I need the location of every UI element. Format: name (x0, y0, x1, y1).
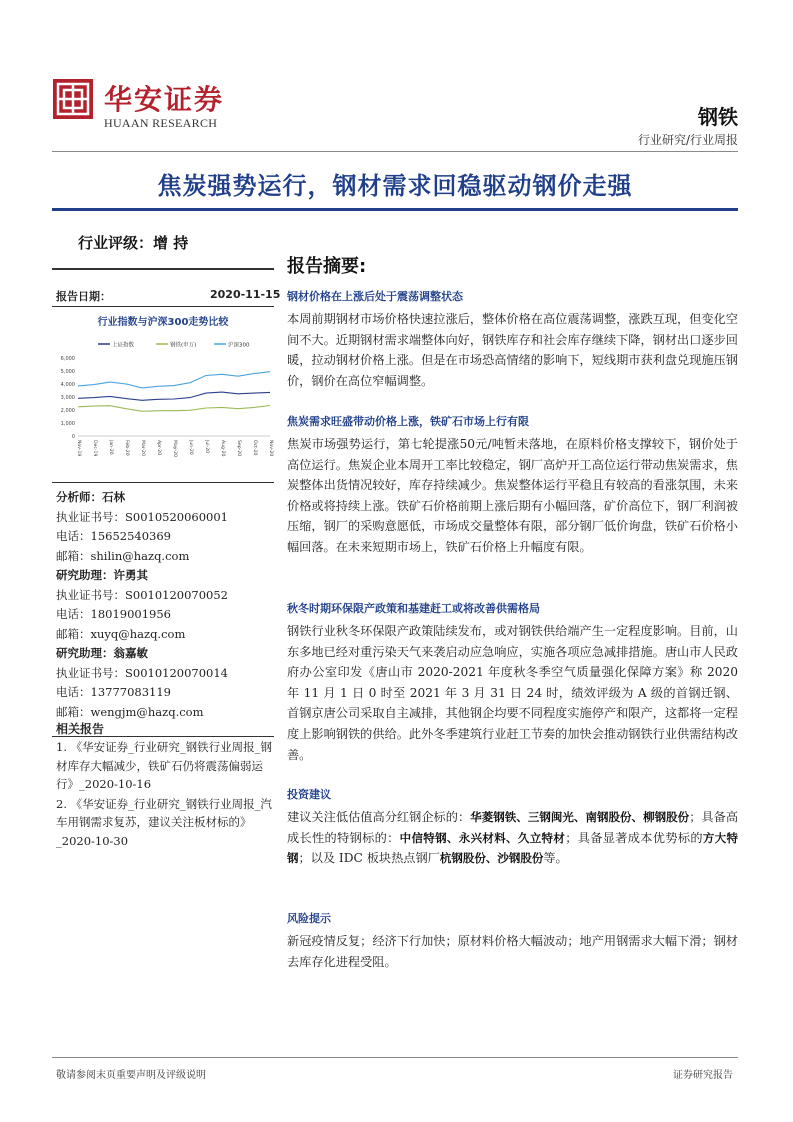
index-comparison-chart (56, 336, 274, 476)
x-tick-label: Dec-19 (92, 440, 97, 457)
y-tick-label: 6,000 (60, 356, 75, 362)
section-title: 秋冬时期环保限产政策和基建赶工或将改善供需格局 (287, 602, 540, 615)
advice-stock-names: 中信特钢、永兴材料、久立特材 (399, 830, 566, 845)
series-line (78, 372, 270, 388)
series-line (78, 392, 270, 400)
section-body: 焦炭市场强势运行，第七轮提涨50元/吨暂未落地，在原料价格支撑较下，钢价处于高位运行。焦炭企业本周开工率比较稳定，钢厂高炉开工高位运行带动焦炭需求，焦炭整体出货情况较好，库存持续减少。焦炭整体运行平稳且有较高的看涨氛围，未来价格或将持续上涨。铁矿石价格前期上涨后期有小幅回落，矿价高位下，钢厂利润被压缩，钢厂的采购意愿低，市场成交量整体有限，部分钢厂低价询盘，铁矿石价格小幅回落。在未来短期市场上，铁矿石价格上升幅度有限。 (287, 437, 738, 554)
analyst-phone: 电话：15652540369 (56, 529, 171, 543)
section-title: 投资建议 (287, 788, 331, 801)
x-tick-label: Jun-20 (188, 440, 193, 455)
advice-text: 等。 (543, 851, 568, 866)
report-date-label: 报告日期： (56, 290, 111, 303)
brand-name: 华安证券 (104, 83, 225, 116)
legend-label: 沪深300 (228, 342, 250, 349)
analyst-block (56, 644, 274, 722)
summary-section (287, 288, 738, 391)
advice-stock-names: 方大特钢 (287, 830, 739, 866)
legend-label: 上证指数 (112, 342, 135, 349)
x-tick-label: Mar-20 (140, 440, 145, 456)
analyst-role: 分析师：石林 (56, 490, 125, 504)
analyst-contacts (56, 488, 274, 722)
divider (52, 482, 274, 483)
advice-stock-names: 杭钢股份、沙钢股份 (439, 851, 544, 866)
investment-advice (287, 807, 738, 869)
y-tick-label: 0 (71, 434, 75, 440)
x-tick-label: Sep-20 (236, 440, 241, 457)
summary-section (287, 786, 738, 869)
y-tick-label: 1,000 (60, 421, 75, 427)
chart-title: 行业指数与沪深300走势比较 (97, 317, 229, 328)
x-tick-label: Feb-20 (124, 440, 129, 456)
section-title: 风险提示 (287, 912, 331, 925)
advice-stock-names: 华菱钢铁、三钢闽光、南钢股份、柳钢股份 (470, 810, 690, 824)
related-report-item[interactable]: 1. 《华安证券_行业研究_钢铁行业周报_钢材库存大幅减少，铁矿石仍将震荡偏弱运行》_2020-10-16 (56, 740, 272, 791)
page-title: 焦炭强势运行，钢材需求回稳驱动钢价走强 (157, 172, 633, 200)
divider (52, 268, 274, 270)
summary-section (287, 910, 738, 972)
legend-label: 钢铁(申万) (170, 342, 197, 349)
x-tick-label: Jan-20 (108, 440, 113, 455)
analyst-cert: 执业证书号：S0010520060001 (56, 509, 228, 524)
related-reports-list (56, 738, 274, 851)
x-tick-label: Aug-20 (220, 440, 225, 457)
related-report-item[interactable]: 2. 《华安证券_行业研究_钢铁行业周报_汽车用钢需求复苏，建议关注板材标的》_2020-10-30 (56, 796, 272, 848)
analyst-email[interactable]: 邮箱：shilin@hazq.com (56, 548, 190, 563)
x-tick-label: Jul-20 (204, 440, 209, 454)
section-body: 钢铁行业秋冬环保限产政策陆续发布，或对钢铁供给端产生一定程度影响。目前，山东多地已经对重污染天气来袭启动应急响应，实施各项应急减排措施。唐山市人民政府办公室印发《唐山市 2020-2021 年度秋冬季空气质量强化保障方案》称 2020 年 11 月 1 日 0 时至 2021 年 3 月 31 日 24 时，绩效评级为 A 级的首钢迁钢、首钢京唐公司采取自主减排，其他钢企均要不同程度实施停产和限产，这都将一定程度上影响钢铁的供给。此外冬季建筑行业赶工节奏的加快会推动钢铁行业供需结构改善。 (287, 624, 738, 762)
title-divider (52, 208, 738, 211)
summary-section (287, 413, 738, 558)
analyst-cert: 执业证书号：S0010120070052 (56, 587, 228, 602)
brand-english-name: HUAAN RESEARCH (104, 116, 218, 130)
section-title: 焦炭需求旺盛带动价格上涨，铁矿石市场上行有限 (287, 415, 529, 428)
divider (52, 306, 274, 307)
y-tick-label: 2,000 (60, 408, 75, 414)
advice-text: ；具备显著成本优势标的 (565, 830, 703, 845)
analyst-phone: 电话：18019001956 (56, 607, 171, 621)
advice-text: ；以及 IDC 板块热点钢厂 (298, 851, 440, 866)
analyst-email[interactable]: 邮箱：xuyq@hazq.com (56, 626, 186, 641)
related-reports-heading: 相关报告 (56, 722, 105, 736)
advice-text: 建议关注低估值高分红钢企标的： (287, 810, 471, 824)
footer-disclaimer-link[interactable]: 敬请参阅末页重要声明及评级说明 (56, 1070, 206, 1081)
analyst-phone: 电话：13777083119 (56, 685, 171, 699)
x-tick-label: Oct-20 (252, 440, 257, 456)
summary-section (287, 600, 738, 765)
x-tick-label: May-20 (172, 440, 177, 457)
analyst-block (56, 488, 274, 566)
analyst-role: 研究助理：翁嘉敏 (56, 646, 148, 660)
divider (52, 736, 274, 737)
risk-warning: 新冠疫情反复；经济下行加快；原材料价格大幅波动；地产用钢需求大幅下滑；钢材去库存化进程受阻。 (287, 934, 738, 969)
summary-heading: 报告摘要: (287, 256, 367, 277)
report-date-value: 2020-11-15 (210, 288, 281, 301)
analyst-cert: 执业证书号：S0010120070014 (56, 665, 228, 680)
analyst-role: 研究助理：许勇其 (56, 568, 148, 582)
series-line (78, 406, 270, 412)
y-tick-label: 5,000 (60, 369, 75, 375)
section-title: 钢材价格在上涨后处于震荡调整状态 (287, 290, 463, 303)
brand-logo-icon (52, 78, 94, 120)
x-tick-label: Nov-20 (268, 440, 273, 457)
header-divider (52, 151, 738, 152)
footer-label: 证券研究报告 (673, 1070, 733, 1081)
sector-label: 钢铁 (698, 105, 738, 129)
y-tick-label: 3,000 (60, 395, 75, 401)
footer-divider (52, 1057, 738, 1058)
industry-rating: 行业评级：增 持 (78, 234, 189, 252)
analyst-block (56, 566, 274, 644)
x-tick-label: Nov-19 (76, 440, 81, 457)
advice-text: ；具备高成长性的特钢标的： (287, 810, 739, 845)
section-body: 本周前期钢材市场价格快速拉涨后，整体价格在高位震荡调整，涨跌互现，但变化空间不大。近期钢材需求端整体向好，钢铁库存和社会库存继续下降，钢材出口逐步回暖，拉动钢材价格上涨。但是在市场恐高情绪的影响下，短线期市获利盘兑现施压钢价，钢价在高位窄幅调整。 (287, 312, 738, 388)
report-type: 行业研究/行业周报 (637, 133, 738, 147)
y-tick-label: 4,000 (60, 382, 75, 388)
analyst-email[interactable]: 邮箱：wengjm@hazq.com (56, 704, 204, 719)
x-tick-label: Apr-20 (156, 440, 161, 456)
